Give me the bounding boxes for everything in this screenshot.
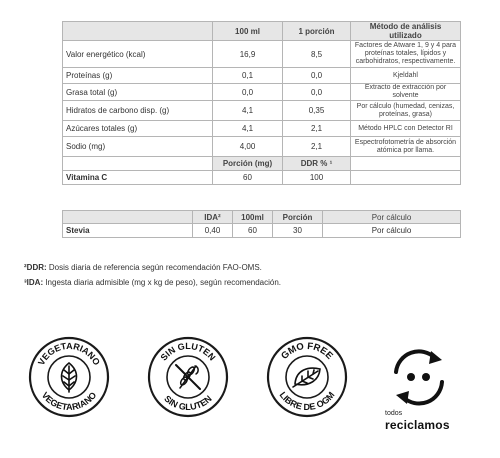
row-label: Azúcares totales (g): [63, 121, 213, 137]
header-100ml: 100 ml: [213, 22, 283, 41]
vitamin-header-blank: [63, 157, 213, 171]
vegetarian-top-text: VEGETARIANO: [36, 340, 102, 367]
stevia-label: Stevia: [63, 224, 193, 238]
footnote-ddr: [24, 263, 262, 272]
footnote-ddr-label: ²DDR:: [24, 263, 47, 272]
row-value-portion: 0,35: [283, 101, 351, 121]
gluten-free-top-text: SIN GLUTEN: [158, 340, 218, 363]
gluten-free-bottom-text: SIN GLUTEN: [162, 393, 214, 413]
recycle-small-text: todos: [385, 410, 403, 417]
footnote-ida-label: ³IDA:: [24, 278, 44, 287]
row-label: Sodio (mg): [63, 137, 213, 157]
nutrition-table: [62, 21, 461, 185]
row-method: Factores de Atware 1, 9 y 4 para proteínas totales, lípidos y carbohidratos, respectivamente.: [351, 41, 461, 68]
gluten-free-badge: [147, 336, 229, 418]
vegetarian-badge: [28, 336, 110, 418]
stevia-header-blank: [63, 211, 193, 224]
stevia-header-portion: Porción: [273, 211, 323, 224]
row-value-100ml: 0,0: [213, 84, 283, 101]
leaf-icon: [293, 368, 320, 387]
vitamin-label: Vitamina C: [63, 171, 213, 185]
row-label: Proteínas (g): [63, 68, 213, 84]
stevia-method: Por cálculo: [323, 224, 461, 238]
stevia-portion: 30: [273, 224, 323, 238]
stevia-header-ida: IDA²: [193, 211, 233, 224]
gmo-free-top-text: GMO FREE: [279, 340, 335, 362]
stevia-header-100ml: 100ml: [233, 211, 273, 224]
row-label: Hidratos de carbono disp. (g): [63, 101, 213, 121]
header-portion: 1 porción: [283, 22, 351, 41]
vitamin-empty: [351, 171, 461, 185]
row-value-100ml: 4,00: [213, 137, 283, 157]
recycle-face-icon: [385, 348, 453, 408]
footnote-ddr-text: Dosis diaria de referencia según recomendación FAO-OMS.: [46, 263, 262, 272]
leaf-icon: [62, 363, 77, 392]
stevia-header-method: Por cálculo: [323, 211, 461, 224]
stevia-100ml: 60: [233, 224, 273, 238]
footnote-ida-text: Ingesta diaria admisible (mg x kg de peso), según recomendación.: [43, 278, 282, 287]
vitamin-ddr: 100: [283, 171, 351, 185]
vegetarian-bottom-text: VEGETARIANO: [39, 390, 99, 413]
vitamin-header-empty: [351, 157, 461, 171]
row-label: Valor energético (kcal): [63, 41, 213, 68]
row-label: Grasa total (g): [63, 84, 213, 101]
vitamin-portion: 60: [213, 171, 283, 185]
row-value-portion: 2,1: [283, 137, 351, 157]
row-value-portion: 8,5: [283, 41, 351, 68]
row-method: Kjeldahl: [351, 68, 461, 84]
recycle-big-text: reciclamos: [385, 418, 450, 432]
row-value-portion: 2,1: [283, 121, 351, 137]
stevia-ida: 0,40: [193, 224, 233, 238]
row-method: Por cálculo (humedad, cenizas, proteínas, grasa): [351, 101, 461, 121]
header-method: Método de análisis utilizado: [351, 22, 461, 41]
gmo-free-badge: [266, 336, 348, 418]
row-method: Método HPLC con Detector RI: [351, 121, 461, 137]
stevia-table: [62, 210, 461, 238]
row-value-portion: 0,0: [283, 68, 351, 84]
row-value-100ml: 16,9: [213, 41, 283, 68]
header-blank: [63, 22, 213, 41]
wheat-crossed-icon: [176, 365, 200, 389]
vitamin-header-ddr: DDR % ¹: [283, 157, 351, 171]
row-value-100ml: 4,1: [213, 121, 283, 137]
row-value-100ml: 4,1: [213, 101, 283, 121]
row-method: Extracto de extracción por solvente: [351, 84, 461, 101]
row-method: Espectrofotometría de absorción atómica por llama.: [351, 137, 461, 157]
gmo-free-bottom-text: LIBRE DE OGM: [277, 389, 337, 413]
vitamin-header-portion: Porción (mg): [213, 157, 283, 171]
footnote-ida: [24, 278, 281, 287]
row-value-portion: 0,0: [283, 84, 351, 101]
row-value-100ml: 0,1: [213, 68, 283, 84]
